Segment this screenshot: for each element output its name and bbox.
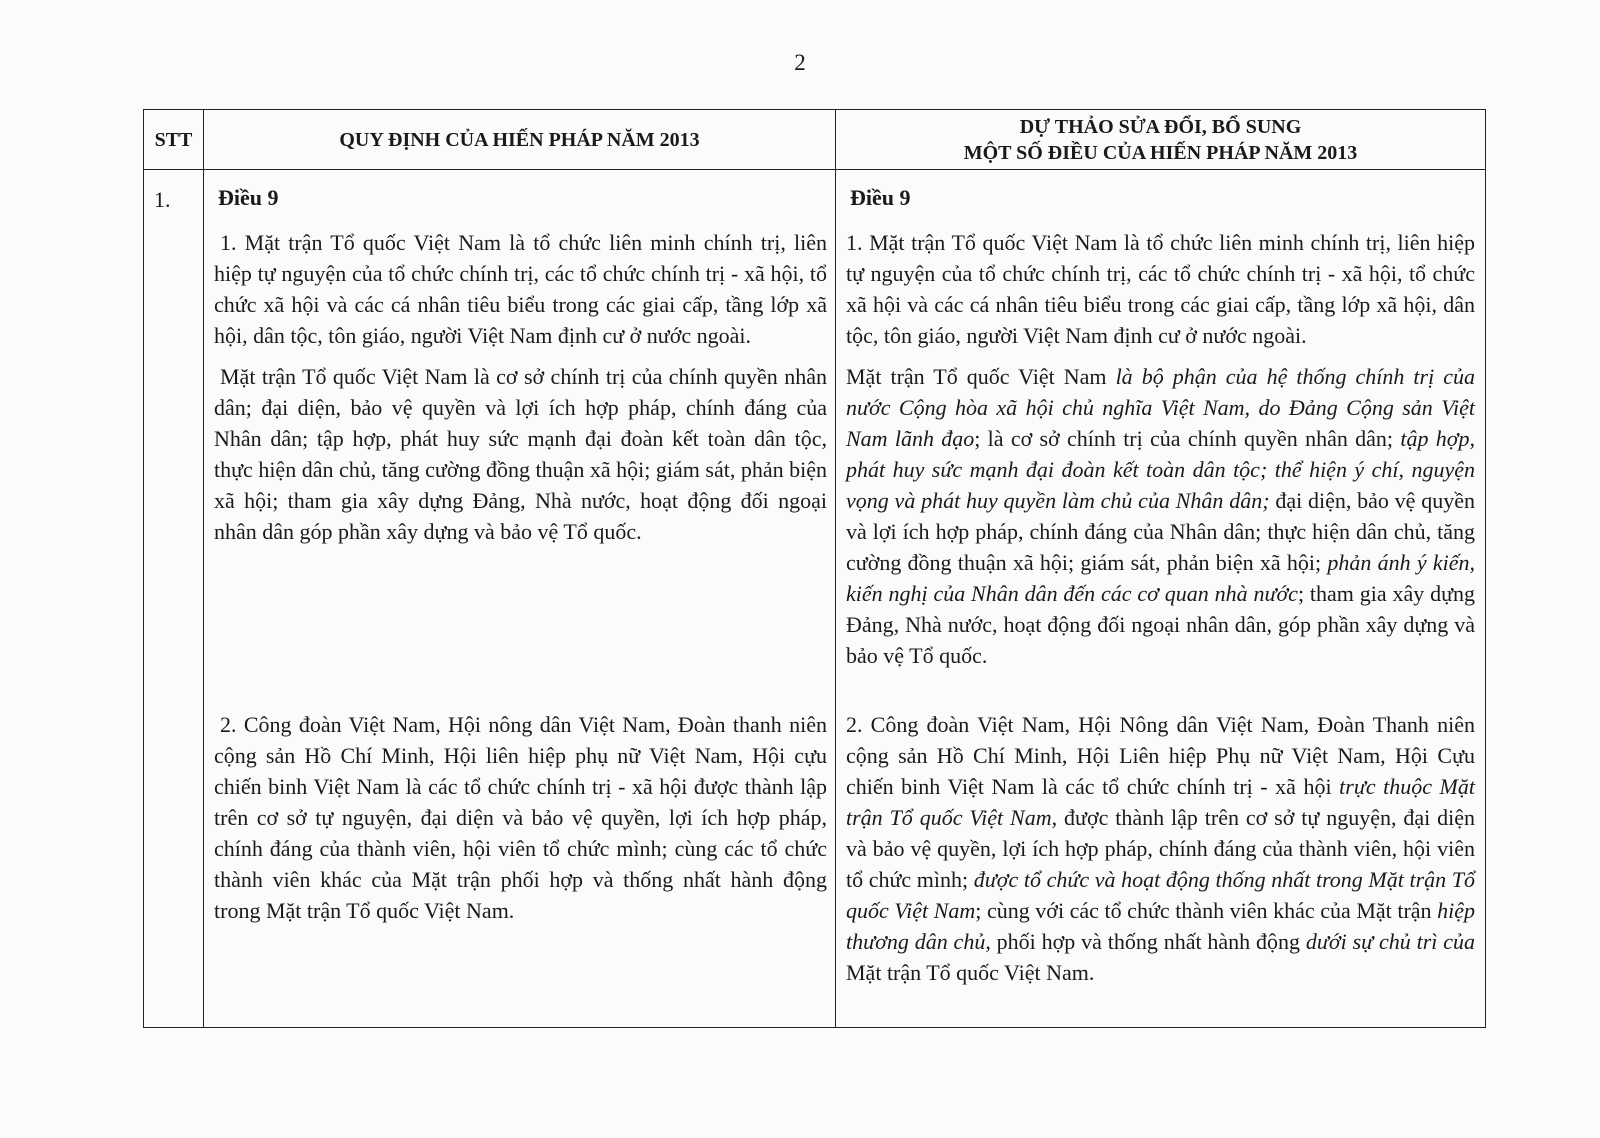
- draft-clause-1-para-2: Mặt trận Tổ quốc Việt Nam là bộ phận của hệ thống chính trị của nước Cộng hòa xã hội chủ nghĩa Việt Nam, do Đảng Cộng sản Việt Nam lãnh đạo; là cơ sở chính trị của chính quyền nhân dân; tập hợp, phát huy sức mạnh đại đoàn kết toàn dân tộc; thể hiện ý chí, nguyện vọng và phát huy quyền làm chủ của Nhân dân; đại diện, bảo vệ quyền và lợi ích hợp pháp, chính đáng của Nhân dân; thực hiện dân chủ, tăng cường đồng thuận xã hội; giám sát, phản biện xã hội; phản ánh ý kiến, kiến nghị của Nhân dân đến các cơ quan nhà nước; tham gia xây dựng Đảng, Nhà nước, hoạt động đối ngoại nhân dân, góp phần xây dựng và bảo vệ Tổ quốc.: [846, 364, 1475, 668]
- amended-text: dưới sự chủ trì của: [1305, 929, 1476, 954]
- amended-text: phản ánh ý kiến, kiến nghị của Nhân dân đến các cơ quan nhà nước: [846, 550, 1475, 606]
- row-stt: 1.: [144, 170, 204, 1028]
- table-row: [144, 170, 1486, 1028]
- amended-text: hiệp thương dân chủ: [846, 898, 1476, 954]
- header-draft-line2: MỘT SỐ ĐIỀU CỦA HIẾN PHÁP NĂM 2013: [963, 141, 1358, 164]
- current-clause-1: 1. Mặt trận Tổ quốc Việt Nam là tổ chức liên minh chính trị, liên hiệp tự nguyện của tổ chức chính trị, các tổ chức chính trị - xã hội, tổ chức xã hội và các cá nhân tiêu biểu trong các giai cấp, tầng lớp xã hội, dân tộc, tôn giáo, người Việt Nam định cư ở nước ngoài.: [214, 230, 827, 348]
- header-draft-amendment: [836, 110, 1486, 170]
- comparison-table: [143, 109, 1486, 1028]
- amended-text: trực thuộc Mặt trận Tổ quốc Việt Nam: [846, 774, 1475, 830]
- page-number: 2: [794, 50, 806, 75]
- header-stt: STT: [144, 110, 204, 170]
- amended-text: tập hợp, phát huy sức mạnh đại đoàn kết toàn dân tộc; thể hiện ý chí, nguyện vọng và phát huy quyền làm chủ của Nhân dân;: [846, 426, 1475, 513]
- current-article-title: Điều 9: [218, 185, 279, 210]
- current-clause-2: 2. Công đoàn Việt Nam, Hội nông dân Việt Nam, Đoàn thanh niên cộng sản Hồ Chí Minh, Hội liên hiệp phụ nữ Việt Nam, Hội cựu chiến binh Việt Nam là các tổ chức chính trị - xã hội được thành lập trên cơ sở tự nguyện, đại diện và bảo vệ quyền, lợi ích hợp pháp, chính đáng của thành viên, hội viên tổ chức mình; cùng các tổ chức thành viên khác của Mặt trận phối hợp và thống nhất hành động trong Mặt trận Tổ quốc Việt Nam.: [214, 712, 827, 923]
- current-provision-cell: [204, 170, 836, 1028]
- amended-text: là bộ phận của hệ thống chính trị của nước Cộng hòa xã hội chủ nghĩa Việt Nam, do Đảng Cộng sản Việt Nam lãnh đạo: [846, 364, 1475, 451]
- draft-clause-2: 2. Công đoàn Việt Nam, Hội Nông dân Việt Nam, Đoàn Thanh niên cộng sản Hồ Chí Minh, Hội Liên hiệp Phụ nữ Việt Nam, Hội Cựu chiến binh Việt Nam là các tổ chức chính trị - xã hội trực thuộc Mặt trận Tổ quốc Việt Nam, được thành lập trên cơ sở tự nguyện, đại diện và bảo vệ quyền, lợi ích hợp pháp, chính đáng của thành viên, hội viên tổ chức mình; được tổ chức và hoạt động thống nhất trong Mặt trận Tổ quốc Việt Nam; cùng với các tổ chức thành viên khác của Mặt trận hiệp thương dân chủ, phối hợp và thống nhất hành động dưới sự chủ trì của Mặt trận Tổ quốc Việt Nam.: [846, 712, 1476, 985]
- current-clause-1-para-2: Mặt trận Tổ quốc Việt Nam là cơ sở chính trị của chính quyền nhân dân; đại diện, bảo vệ quyền và lợi ích hợp pháp, chính đáng của Nhân dân; tập hợp, phát huy sức mạnh đại đoàn kết toàn dân tộc, thực hiện dân chủ, tăng cường đồng thuận xã hội; giám sát, phản biện xã hội; tham gia xây dựng Đảng, Nhà nước, hoạt động đối ngoại nhân dân góp phần xây dựng và bảo vệ Tổ quốc.: [214, 364, 827, 544]
- draft-article-title: Điều 9: [850, 185, 911, 210]
- amended-text: được tổ chức và hoạt động thống nhất trong Mặt trận Tổ quốc Việt Nam: [846, 867, 1476, 923]
- header-draft-line1: DỰ THẢO SỬA ĐỔI, BỔ SUNG: [1019, 115, 1302, 138]
- draft-clause-1: 1. Mặt trận Tổ quốc Việt Nam là tổ chức liên minh chính trị, liên hiệp tự nguyện của tổ chức chính trị, các tổ chức chính trị - xã hội, tổ chức xã hội và các cá nhân tiêu biểu trong các giai cấp, tầng lớp xã hội, dân tộc, tôn giáo, người Việt Nam định cư ở nước ngoài.: [846, 230, 1475, 348]
- table-header-row: [144, 110, 1486, 170]
- header-current-constitution: QUY ĐỊNH CỦA HIẾN PHÁP NĂM 2013: [204, 110, 836, 170]
- draft-provision-cell: [836, 170, 1486, 1028]
